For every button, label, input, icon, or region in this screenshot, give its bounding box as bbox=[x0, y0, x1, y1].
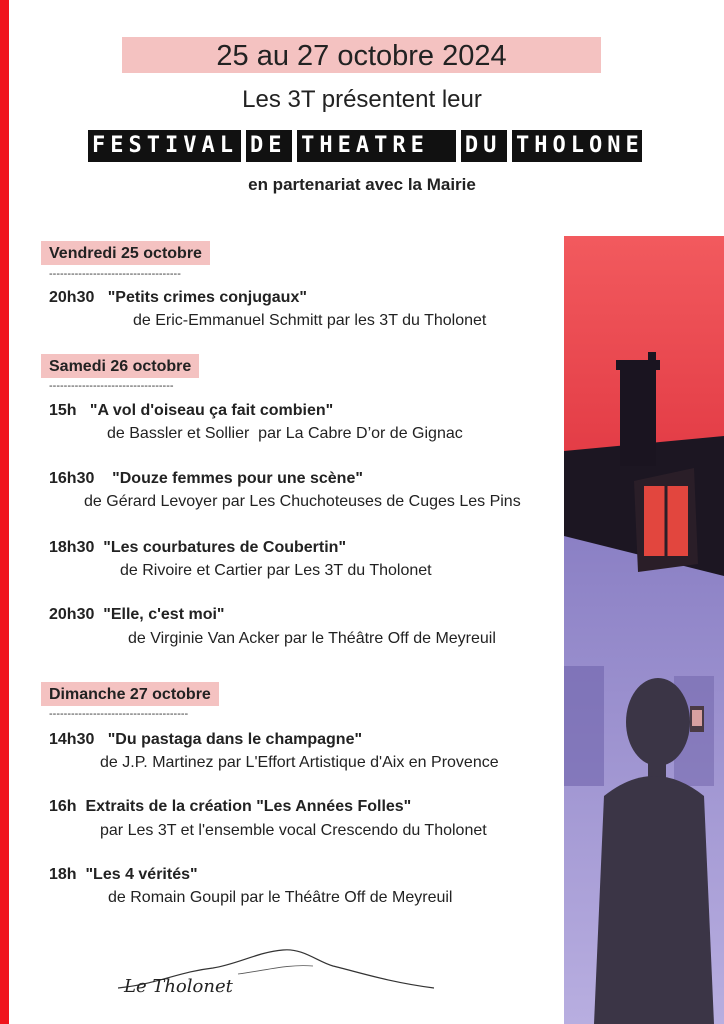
festival-word: DE bbox=[246, 130, 292, 162]
show-title: 15h "A vol d'oiseau ça fait combien" bbox=[49, 402, 334, 419]
show-title: 18h30 "Les courbatures de Coubertin" bbox=[49, 539, 347, 556]
day-heading-sunday: Dimanche 27 octobre bbox=[41, 682, 219, 706]
presents-line: Les 3T présentent leur bbox=[242, 86, 482, 113]
show-credit: par Les 3T et l'ensemble vocal Crescendo du Tholonet bbox=[100, 822, 487, 839]
show-title: 18h "Les 4 vérités" bbox=[49, 866, 198, 883]
partnership-line: en partenariat avec la Mairie bbox=[248, 175, 476, 194]
show-credit: de J.P. Martinez par L'Effort Artistique d'Aix en Provence bbox=[100, 754, 499, 771]
show-title: 20h30 "Elle, c'est moi" bbox=[49, 606, 225, 623]
festival-dates: 25 au 27 octobre 2024 bbox=[122, 37, 601, 73]
show-credit: de Virginie Van Acker par le Théâtre Off de Meyreuil bbox=[128, 630, 496, 647]
day-heading-friday: Vendredi 25 octobre bbox=[41, 241, 210, 265]
show-title: 16h Extraits de la création "Les Années Folles" bbox=[49, 798, 412, 815]
show-title: 16h30 "Douze femmes pour une scène" bbox=[49, 470, 363, 487]
festival-word: FESTIVAL bbox=[88, 130, 241, 162]
day-heading-saturday: Samedi 26 octobre bbox=[41, 354, 199, 378]
le-tholonet-signature bbox=[118, 942, 434, 1000]
dash-separator: ---------------------------------- bbox=[49, 380, 174, 392]
show-title: 20h30 "Petits crimes conjugaux" bbox=[49, 289, 307, 306]
show-credit: de Rivoire et Cartier par Les 3T du Tholonet bbox=[120, 562, 432, 579]
festival-word: DU bbox=[461, 130, 507, 162]
chimney bbox=[620, 366, 656, 466]
festival-title bbox=[88, 130, 662, 162]
show-credit: de Eric-Emmanuel Schmitt par les 3T du Tholonet bbox=[133, 312, 487, 329]
theatre-illustration bbox=[564, 236, 724, 1024]
show-credit: de Romain Goupil par le Théâtre Off de Meyreuil bbox=[108, 889, 453, 906]
show-credit: de Bassler et Sollier par La Cabre D’or de Gignac bbox=[107, 425, 463, 442]
show-credit: de Gérard Levoyer par Les Chuchoteuses de Cuges Les Pins bbox=[84, 493, 521, 510]
left-red-bar bbox=[0, 0, 9, 1024]
festival-word: THOLONET bbox=[512, 130, 642, 162]
signature-text: Le Tholonet bbox=[124, 976, 233, 997]
dash-separator: -------------------------------------- bbox=[49, 708, 189, 720]
festival-word: THEATRE bbox=[297, 130, 456, 162]
dash-separator: ------------------------------------ bbox=[49, 268, 181, 280]
show-title: 14h30 "Du pastaga dans le champagne" bbox=[49, 731, 363, 748]
